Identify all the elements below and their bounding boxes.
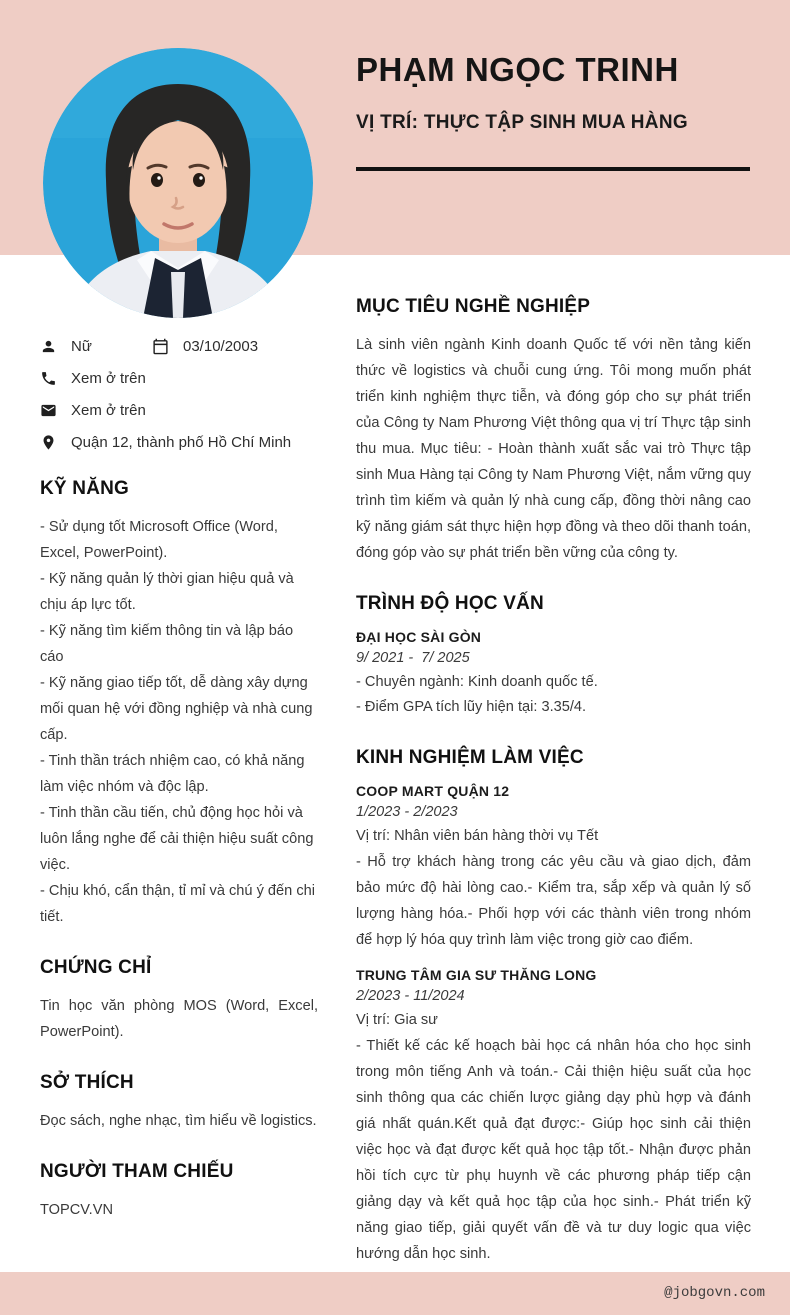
candidate-name: PHẠM NGỌC TRINH	[356, 51, 679, 88]
address-value: Quận 12, thành phố Hồ Chí Minh	[71, 433, 292, 451]
contact-row-address	[40, 432, 318, 452]
certificates-title: CHỨNG CHỈ	[40, 957, 152, 978]
certificates-text: Tin học văn phòng MOS (Word, Excel, PowerPoint).	[40, 998, 318, 1040]
education-title: TRÌNH ĐỘ HỌC VẤN	[356, 593, 544, 614]
gender-pair	[40, 338, 152, 355]
education-school: ĐẠI HỌC SÀI GÒN	[356, 629, 482, 645]
dob-pair	[152, 338, 258, 355]
candidate-position: VỊ TRÍ: THỰC TẬP SINH MUA HÀNG	[356, 112, 688, 133]
contact-row-email	[40, 400, 318, 420]
skill-item: - Kỹ năng tìm kiếm thông tin và lập báo cáo	[40, 623, 294, 665]
job-period: 2/2023 - 11/2024	[356, 988, 465, 1004]
skill-item: - Kỹ năng quản lý thời gian hiệu quả và chịu áp lực tốt.	[40, 571, 294, 613]
right-column	[356, 296, 751, 1281]
experience-entry	[356, 967, 751, 1267]
job-description: - Hỗ trợ khách hàng trong các yêu cầu và giao dịch, đảm bảo mức độ hài lòng cao.- Kiểm tra, sắp xếp và quản lý số lượng hàng hóa.- Phối hợp với các thành viên trong nhóm để hợp lý hóa quy trình làm việc trong giờ cao điểm.	[356, 854, 751, 948]
calendar-icon	[152, 338, 169, 355]
education-detail: - Chuyên ngành: Kinh doanh quốc tế.	[356, 674, 598, 690]
phone-icon	[40, 370, 57, 387]
hobbies-text: Đọc sách, nghe nhạc, tìm hiểu về logistics.	[40, 1113, 317, 1129]
education-period: 9/ 2021 - 7/ 2025	[356, 650, 470, 666]
watermark-text: @jobgovn.com	[664, 1285, 765, 1301]
objective-text: Là sinh viên ngành Kinh doanh Quốc tế với nền tảng kiến thức về logistics và chuỗi cung ứng. Tôi mong muốn phát triển kinh nghiệm thực tiễn, và đóng góp cho sự phát triển của Công ty Nam Phương Việt thông qua vị trí Thực tập sinh thu mua. Mục tiêu: - Hoàn thành xuất sắc vai trò Thực tập sinh Mua Hàng tại Công ty Nam Phương Việt, nắm vững quy trình tìm kiếm và quản lý nhà cung cấp, đồng thời nâng cao kỹ năng giám sát thực hiện hợp đồng và theo dõi thanh toán, đóng góp vào sự phát triển bền vững của công ty.	[356, 337, 751, 561]
phone-value: Xem ở trên	[71, 369, 146, 387]
dob-value: 03/10/2003	[183, 337, 259, 355]
job-company: TRUNG TÂM GIA SƯ THĂNG LONG	[356, 967, 597, 983]
header-text-block	[356, 50, 751, 171]
experience-entry	[356, 783, 751, 953]
skill-item: - Chịu khó, cẩn thận, tỉ mỉ và chú ý đến chi tiết.	[40, 883, 315, 925]
location-pin-icon	[40, 434, 57, 451]
skill-item: - Kỹ năng giao tiếp tốt, dễ dàng xây dựng mối quan hệ với đồng nghiệp và nhà cung cấp.	[40, 675, 313, 743]
skills-title: KỸ NĂNG	[40, 478, 130, 499]
skill-item: - Sử dụng tốt Microsoft Office (Word, Excel, PowerPoint).	[40, 519, 278, 561]
skills-list	[40, 514, 318, 930]
education-detail: - Điểm GPA tích lũy hiện tại: 3.35/4.	[356, 699, 587, 715]
left-column	[40, 336, 318, 1223]
job-role: Vị trí: Nhân viên bán hàng thời vụ Tết	[356, 828, 599, 844]
profile-photo-illustration	[43, 48, 313, 318]
experience-title: KINH NGHIỆM LÀM VIỆC	[356, 747, 584, 768]
objective-title: MỤC TIÊU NGHỀ NGHIỆP	[356, 296, 591, 317]
profile-photo	[43, 48, 313, 318]
email-value: Xem ở trên	[71, 401, 146, 419]
gender-value: Nữ	[71, 337, 92, 355]
job-role: Vị trí: Gia sư	[356, 1012, 438, 1028]
contact-row-gender-dob	[40, 336, 318, 356]
references-title: NGƯỜI THAM CHIẾU	[40, 1161, 234, 1182]
job-period: 1/2023 - 2/2023	[356, 804, 458, 820]
job-company: COOP MART QUẬN 12	[356, 783, 510, 799]
contact-row-phone	[40, 368, 318, 388]
job-description: - Thiết kế các kế hoạch bài học cá nhân hóa cho học sinh trong môn tiếng Anh và toán.- Cải thiện hiệu suất của học sinh thông qua các chiến lược giảng dạy phù hợp và đánh giá nhất quán.Kết quả đạt được:- Giúp học sinh cải thiện việc học và đạt được kết quả học tập tốt.- Nhận được phản hồi tích cực từ phụ huynh về các phương pháp tiếp cận giảng dạy và kết quả học tập của học sinh.- Phát triển kỹ năng giao tiếp, giải quyết vấn đề và tư duy logic qua việc hướng dẫn học sinh.	[356, 1038, 751, 1262]
header-divider	[356, 167, 750, 171]
references-text: TOPCV.VN	[40, 1202, 113, 1218]
hobbies-title: SỞ THÍCH	[40, 1072, 134, 1093]
email-icon	[40, 402, 57, 419]
person-icon	[40, 338, 57, 355]
footer-bar	[0, 1272, 790, 1315]
education-entry	[356, 629, 751, 720]
skill-item: - Tinh thần cầu tiến, chủ động học hỏi và luôn lắng nghe để cải thiện hiệu suất công việc.	[40, 805, 314, 873]
skill-item: - Tinh thần trách nhiệm cao, có khả năng làm việc nhóm và độc lập.	[40, 753, 305, 795]
